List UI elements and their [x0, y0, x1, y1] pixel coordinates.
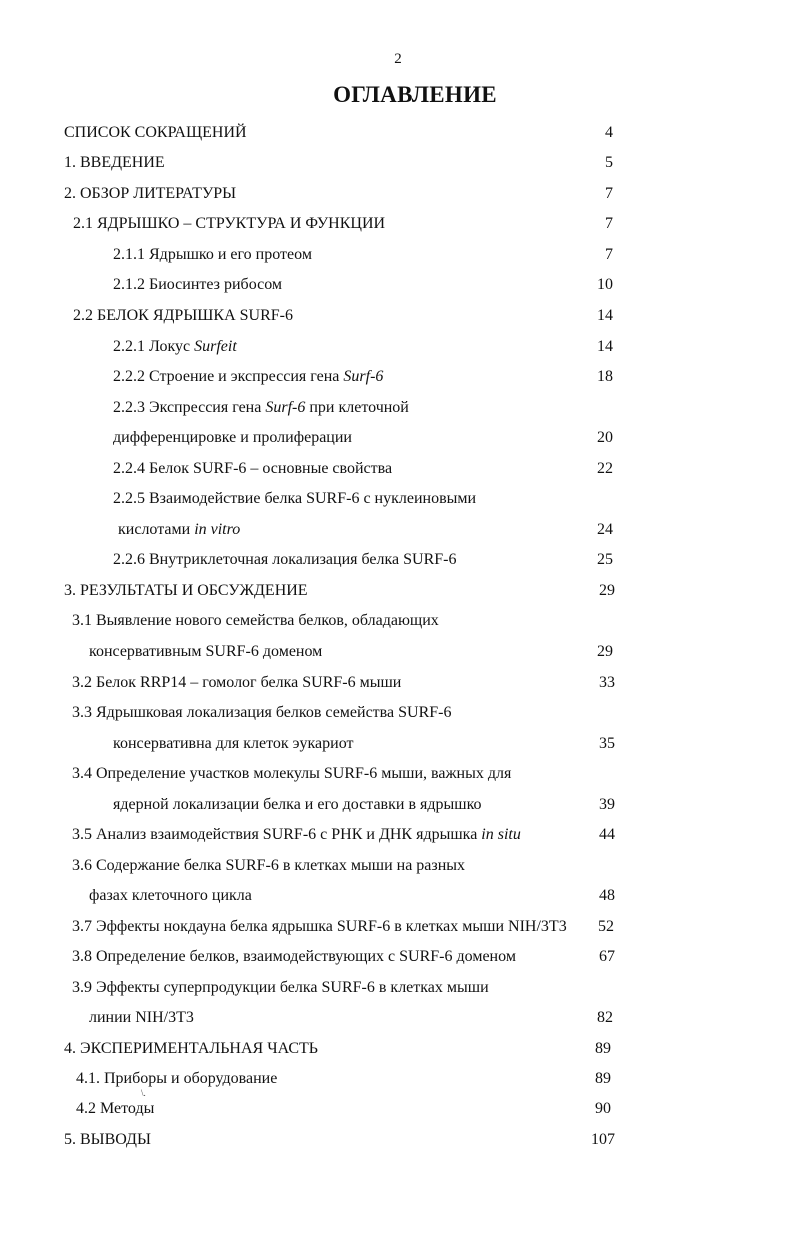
toc-entry-text: 2.1 ЯДРЫШКО – СТРУКТУРА И ФУНКЦИИ — [73, 215, 386, 232]
toc-entry-text: 2.1.1 Ядрышко и его протеом — [113, 246, 312, 263]
toc-entry-page: 25 — [597, 551, 613, 568]
toc-entry-page: 35 — [599, 735, 615, 752]
toc-entry-page: 4 — [605, 124, 613, 141]
toc-entry-page: 29 — [597, 643, 613, 660]
toc-entry-cont-label: кислотами — [118, 521, 195, 538]
toc-entry-page: 89 — [595, 1070, 611, 1087]
toc-entry-label: 2.2.2 Строение и экспрессия гена — [113, 368, 344, 385]
toc-entry-page: 89 — [595, 1040, 611, 1057]
toc-entry-page: 33 — [599, 674, 615, 691]
toc-entry-page: 14 — [597, 338, 613, 355]
toc-entry-text — [113, 398, 409, 418]
toc-entry-page: 48 — [599, 887, 615, 904]
toc-entry-page: 14 — [597, 307, 613, 324]
toc-entry-italic: in situ — [481, 826, 521, 843]
toc-entry-text: 4. ЭКСПЕРИМЕНТАЛЬНАЯ ЧАСТЬ — [64, 1040, 318, 1057]
toc-entry-text: 5. ВЫВОДЫ — [64, 1131, 151, 1148]
toc-entry-cont-italic: in vitro — [194, 521, 241, 538]
toc-entry-label: 2.2.3 Экспрессия гена — [113, 399, 266, 416]
toc-entry-label: 2.2.1 Локус — [113, 338, 195, 355]
toc-entry-continuation: консервативна для клеток эукариот — [113, 735, 354, 752]
toc-entry-text: 2.2.6 Внутриклеточная локализация белка SURF-6 — [113, 551, 457, 568]
toc-entry-page: 20 — [597, 429, 613, 446]
toc-entry-text — [72, 825, 521, 845]
toc-entry-page: 7 — [605, 246, 613, 263]
toc-entry-page: 107 — [591, 1131, 615, 1148]
toc-entry-text: 2.2.5 Взаимодействие белка SURF-6 с нуклеиновыми — [113, 490, 477, 507]
scan-artifact-mark: \. — [141, 1088, 146, 1098]
toc-entry-page: 44 — [599, 826, 615, 843]
toc-entry-text: 3.9 Эффекты суперпродукции белка SURF-6 в клетках мыши — [72, 979, 489, 996]
toc-entry-page: 5 — [605, 154, 613, 171]
toc-entry-continuation: ядерной локализации белка и его доставки в ядрышко — [113, 796, 482, 813]
toc-entry-page: 82 — [597, 1009, 613, 1026]
toc-entry-page: 7 — [605, 215, 613, 232]
toc-entry-text: 2.1.2 Биосинтез рибосом — [113, 276, 283, 293]
toc-entry-after: при клеточной — [305, 399, 409, 416]
toc-entry-continuation — [118, 520, 240, 540]
toc-entry-page: 52 — [598, 918, 614, 935]
toc-entry-label: 3.5 Анализ взаимодействия SURF-6 с РНК и ДНК ядрышка — [72, 826, 482, 843]
toc-title: ОГЛАВЛЕНИЕ — [333, 82, 497, 107]
toc-entry-text: 3.6 Содержание белка SURF-6 в клетках мыши на разных — [72, 857, 466, 874]
toc-entry-italic: Surf-6 — [265, 399, 306, 416]
toc-entry-text: 2. ОБЗОР ЛИТЕРАТУРЫ — [64, 185, 237, 202]
toc-entry-page: 22 — [597, 460, 613, 477]
toc-entry-text — [113, 337, 237, 357]
toc-entry-text: 3.3 Ядрышковая локализация белков семейства SURF-6 — [72, 704, 452, 721]
toc-entry-text: 3.7 Эффекты нокдауна белка ядрышка SURF-6 в клетках мыши NIH/3T3 — [72, 918, 567, 935]
page-number: 2 — [394, 51, 402, 67]
toc-entry-page: 24 — [597, 521, 613, 538]
toc-entry-page: 39 — [599, 796, 615, 813]
toc-entry-continuation: дифференцировке и пролиферации — [113, 429, 352, 446]
toc-entry-page: 7 — [605, 185, 613, 202]
toc-entry-text: 3.8 Определение белков, взаимодействующих с SURF-6 доменом — [72, 948, 516, 965]
toc-entry-text: 2.2 БЕЛОК ЯДРЫШКА SURF-6 — [73, 307, 293, 324]
toc-entry-text: 1. ВВЕДЕНИЕ — [64, 154, 165, 171]
toc-entry-page: 67 — [599, 948, 615, 965]
toc-entry-text: 4.2 Методы — [76, 1100, 155, 1117]
toc-entry-text: СПИСОК СОКРАЩЕНИЙ — [64, 124, 247, 141]
toc-entry-text: 3.2 Белок RRP14 – гомолог белка SURF-6 мыши — [72, 674, 402, 691]
toc-entry-text: 3. РЕЗУЛЬТАТЫ И ОБСУЖДЕНИЕ — [64, 582, 308, 599]
toc-entry-page: 29 — [599, 582, 615, 599]
toc-entry-text: 3.4 Определение участков молекулы SURF-6 мыши, важных для — [72, 765, 512, 782]
toc-entry-italic: Surfeit — [194, 338, 237, 355]
toc-entry-continuation: фазах клеточного цикла — [89, 887, 252, 904]
toc-entry-page: 18 — [597, 368, 613, 385]
toc-entry-continuation: консервативным SURF-6 доменом — [89, 643, 323, 660]
toc-entry-text — [113, 367, 383, 387]
toc-entry-italic: Surf-6 — [343, 368, 384, 385]
toc-entry-text: 2.2.4 Белок SURF-6 – основные свойства — [113, 460, 393, 477]
toc-entry-continuation: линии NIH/3T3 — [89, 1009, 194, 1026]
toc-entry-page: 10 — [597, 276, 613, 293]
toc-entry-text: 3.1 Выявление нового семейства белков, обладающих — [72, 612, 439, 629]
toc-entry-page: 90 — [595, 1100, 611, 1117]
toc-entry-text: 4.1. Приборы и оборудование — [76, 1070, 278, 1087]
